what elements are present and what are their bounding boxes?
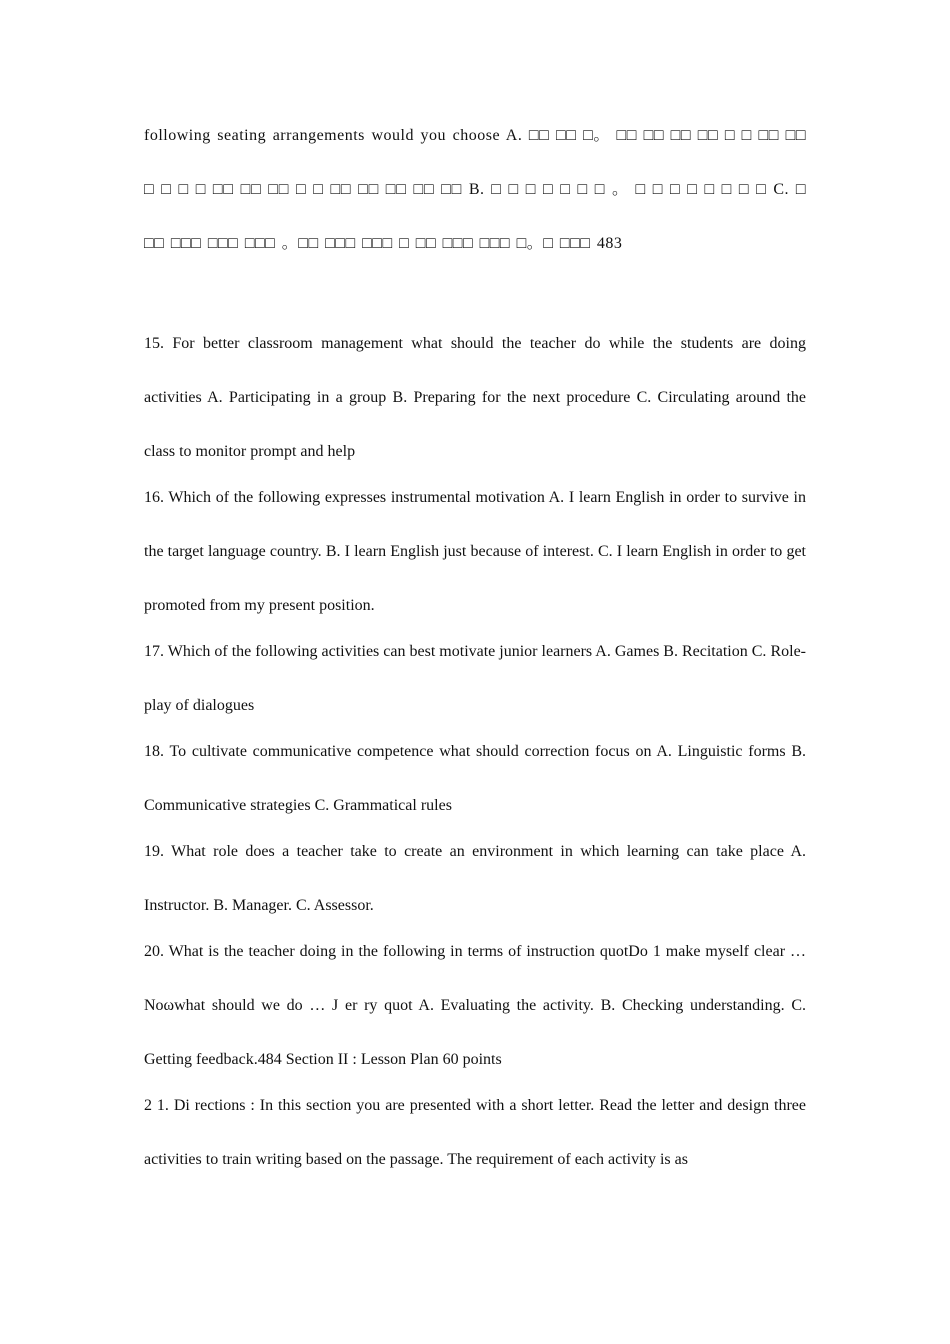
question-16: 16. Which of the following expresses instrumental motivation A. I learn English in order to survive in the target language country. B. I learn English just because of interest. C. I learn English in order to get promoted from my present position. [144, 489, 806, 614]
question-18: 18. To cultivate communicative competence what should correction focus on A. Linguistic forms B. Communicative strategies C. Grammatical rules [144, 743, 806, 814]
question-15: 15. For better classroom management what should the teacher do while the students are doing activities A. Participating in a group B. Preparing for the next procedure C. Circulating around the class to monitor prompt and help [144, 335, 806, 460]
question-20: 20. What is the teacher doing in the following in terms of instruction quotDo 1 make myself clear … Noωwhat should we do … J er ry quot A. Evaluating the activity. B. Checking understanding. C. Getting feedback.484 Section II : Lesson Plan 60 points [144, 943, 806, 1068]
question-21-directions: 2 1. Di rections : In this section you are presented with a short letter. Read the letter and design three activities to train writing based on the passage. The requirement of each activity is as [144, 1097, 806, 1168]
question-19: 19. What role does a teacher take to create an environment in which learning can take place A. Instructor. B. Manager. C. Assessor. [144, 843, 806, 914]
paragraph-seating-arrangements: following seating arrangements would you choose A. □□ □□ □。 □□ □□ □□ □□ □ □ □□ □□ □ □ □ □ □□ □□ □□ □ □ □□ □□ □□ □□ □□ B. □ □ □ □ □ □ □ 。 □ □ □ □ □ □ □ □ C. □ □□ □□□ □□□ □□□ 。□□ □□□ □□□ □ □□ □□□ □□□ □。□ □□□ 483 [144, 127, 807, 252]
question-17: 17. Which of the following activities can best motivate junior learners A. Games B. Recitation C. Role-play of dialogues [144, 643, 806, 714]
